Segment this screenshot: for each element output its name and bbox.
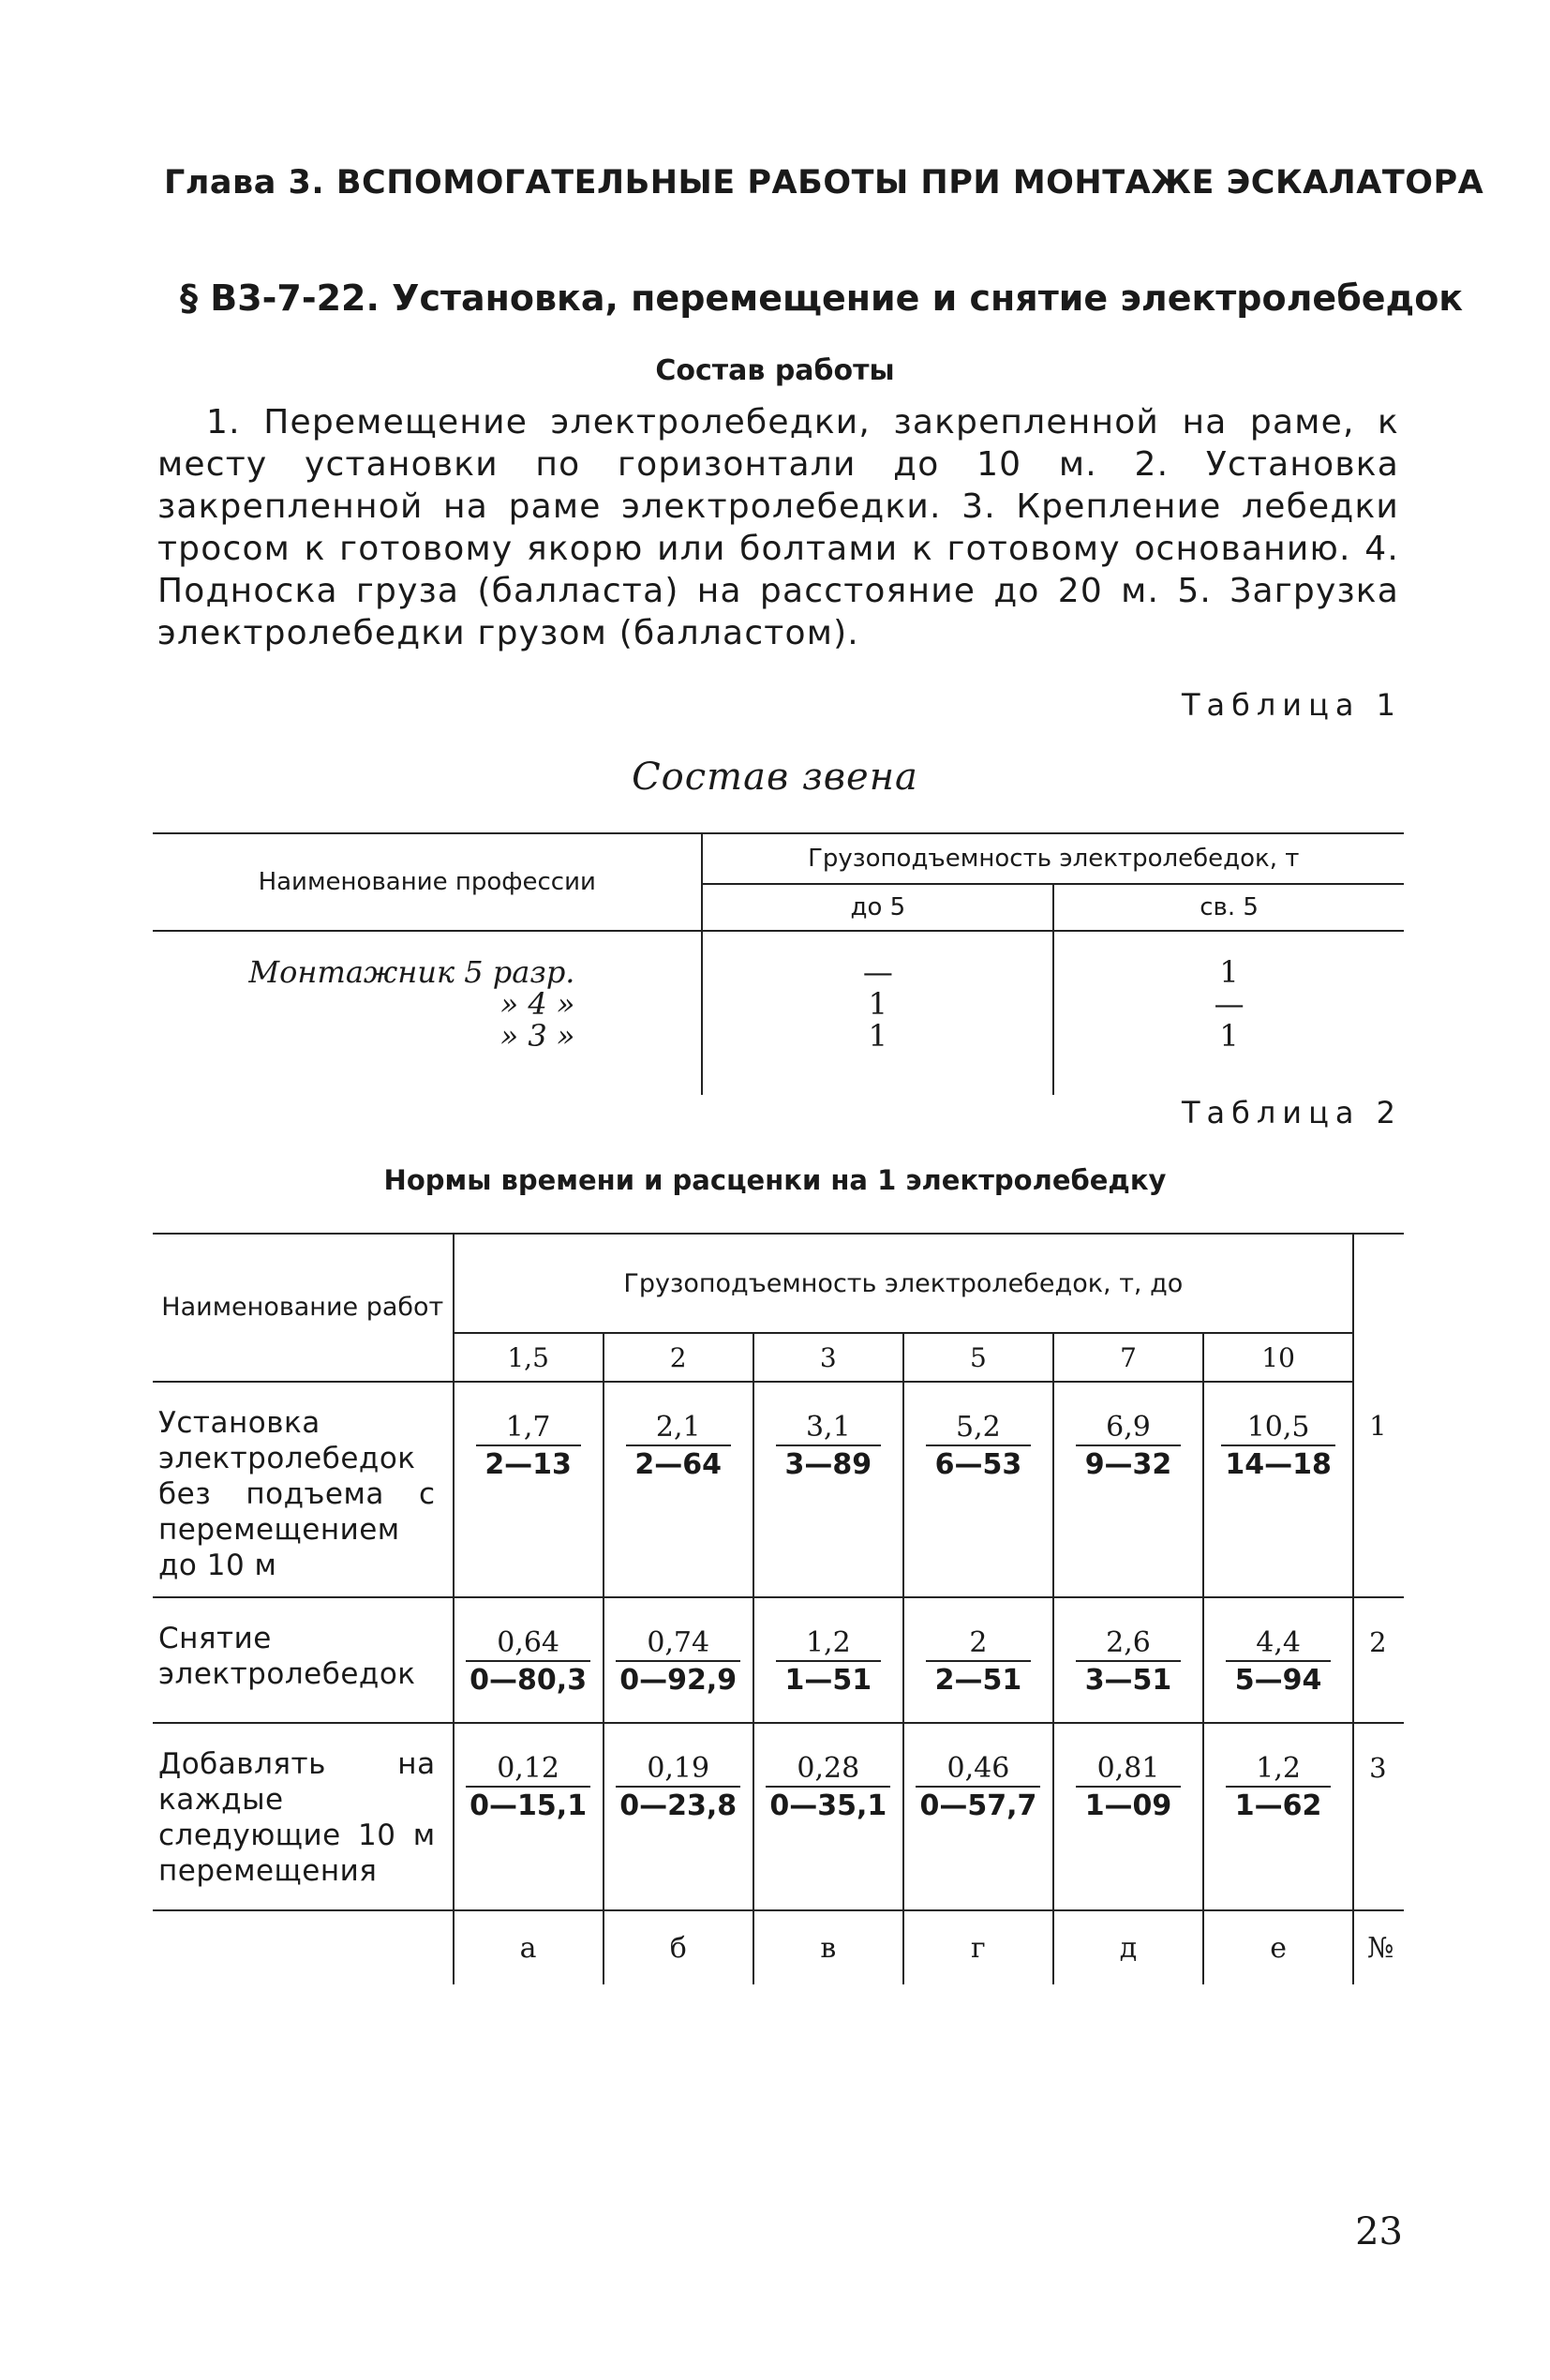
work-name: Снятие электролебедок <box>153 1597 454 1723</box>
column-letter: е <box>1203 1910 1353 1984</box>
capacity-header: 2 <box>604 1333 753 1382</box>
count-up-to-5: 1 <box>868 986 888 1022</box>
norm-rate: $\frac{0,19}{0—23,8}$ <box>616 1752 740 1825</box>
capacity-header: 3 <box>753 1333 903 1382</box>
norm-rate: $\frac{3,1}{3—89}$ <box>776 1411 881 1484</box>
work-composition-text: 1. Перемещение электролебедки, закрепленной на раме, к месту установки по горизонтали до 10 м. 2. Установка закрепленной на раме электролебедки. 3. Крепление лебедки тросом к готовому якорю или болтами к готовому основанию. 4. Подноска груза (балласта) на расстояние до 20 м. 5. Загрузка электролебедки грузом (балластом). <box>157 403 1399 652</box>
table-row <box>153 1597 1404 1723</box>
norm-rate: $\frac{10,5}{14—18}$ <box>1221 1411 1335 1484</box>
table-row <box>153 1382 1404 1597</box>
norm-rate: $\frac{0,64}{0—80,3}$ <box>466 1626 590 1699</box>
section-title: § В3-7-22. Установка, перемещение и снятие электролебедок <box>180 277 1464 319</box>
capacity-header: 5 <box>903 1333 1053 1382</box>
header-profession: Наименование профессии <box>153 833 702 931</box>
table-row <box>153 931 1404 1095</box>
row-number: 3 <box>1353 1723 1404 1910</box>
table2-caption: Нормы времени и расценки на 1 электролебедку <box>383 1164 1167 1196</box>
header-work-name: Наименование работ <box>153 1234 454 1382</box>
capacity-header: 10 <box>1203 1333 1353 1382</box>
profession-name: Монтажник 5 разр. <box>248 954 575 990</box>
subheader-over-5: св. 5 <box>1053 884 1404 931</box>
profession-name: » 3 » <box>499 1018 575 1054</box>
norm-rate: $\frac{1,7}{2—13}$ <box>476 1411 581 1484</box>
column-letter: д <box>1053 1910 1203 1984</box>
norm-rate: $\frac{1,2}{1—62}$ <box>1226 1752 1331 1825</box>
work-composition-heading: Состав работы <box>655 354 895 387</box>
chapter-title: Глава 3. ВСПОМОГАТЕЛЬНЫЕ РАБОТЫ ПРИ МОНТАЖЕ ЭСКАЛАТОРА <box>164 164 1484 202</box>
count-up-to-5: 1 <box>868 1018 888 1054</box>
norm-rate: $\frac{4,4}{5—94}$ <box>1226 1626 1331 1699</box>
capacity-header: 7 <box>1053 1333 1203 1382</box>
norm-rate: $\frac{2,6}{3—51}$ <box>1076 1626 1181 1699</box>
norm-rate: $\frac{0,28}{0—35,1}$ <box>766 1752 890 1825</box>
page-number: 23 <box>1355 2210 1403 2253</box>
norm-rate: $\frac{2}{2—51}$ <box>926 1626 1031 1699</box>
norm-rate: $\frac{1,2}{1—51}$ <box>776 1626 881 1699</box>
crew-composition-table <box>153 832 1404 1095</box>
norm-rate: $\frac{0,46}{0—57,7}$ <box>916 1752 1040 1825</box>
header-capacity: Грузоподъемность электролебедок, т <box>702 833 1404 884</box>
table-row <box>153 1723 1404 1910</box>
profession-name: » 4 » <box>499 986 575 1022</box>
capacity-header: 1,5 <box>454 1333 604 1382</box>
table1-label: Таблица 1 <box>1181 687 1402 723</box>
column-letter: а <box>454 1910 604 1984</box>
work-name: Установка электролебедок без подъема с перемещением до 10 м <box>153 1382 454 1597</box>
time-norms-table <box>153 1233 1404 1984</box>
norm-rate: $\frac{2,1}{2—64}$ <box>626 1411 731 1484</box>
column-letter: в <box>753 1910 903 1984</box>
norm-rate: $\frac{6,9}{9—32}$ <box>1076 1411 1181 1484</box>
norm-rate: $\frac{0,74}{0—92,9}$ <box>616 1626 740 1699</box>
subheader-up-to-5: до 5 <box>702 884 1053 931</box>
count-over-5: 1 <box>1219 1018 1239 1054</box>
norm-rate: $\frac{5,2}{6—53}$ <box>926 1411 1031 1484</box>
count-over-5: — <box>1214 986 1244 1022</box>
column-letter: г <box>903 1910 1053 1984</box>
table1-caption: Состав звена <box>632 756 918 799</box>
count-over-5: 1 <box>1219 954 1239 990</box>
norm-rate: $\frac{0,81}{1—09}$ <box>1076 1752 1181 1825</box>
norm-rate: $\frac{0,12}{0—15,1}$ <box>466 1752 590 1825</box>
row-number: 1 <box>1353 1382 1404 1597</box>
row-number: 2 <box>1353 1597 1404 1723</box>
column-letter-row <box>153 1910 1404 1984</box>
work-name: Добавлять на каждые следующие 10 м перемещения <box>153 1723 454 1910</box>
number-sign: № <box>1353 1910 1404 1984</box>
header-capacity: Грузоподъемность электролебедок, т, до <box>454 1234 1354 1333</box>
count-up-to-5: — <box>862 954 893 990</box>
column-letter: б <box>604 1910 753 1984</box>
table2-label: Таблица 2 <box>1181 1095 1402 1130</box>
